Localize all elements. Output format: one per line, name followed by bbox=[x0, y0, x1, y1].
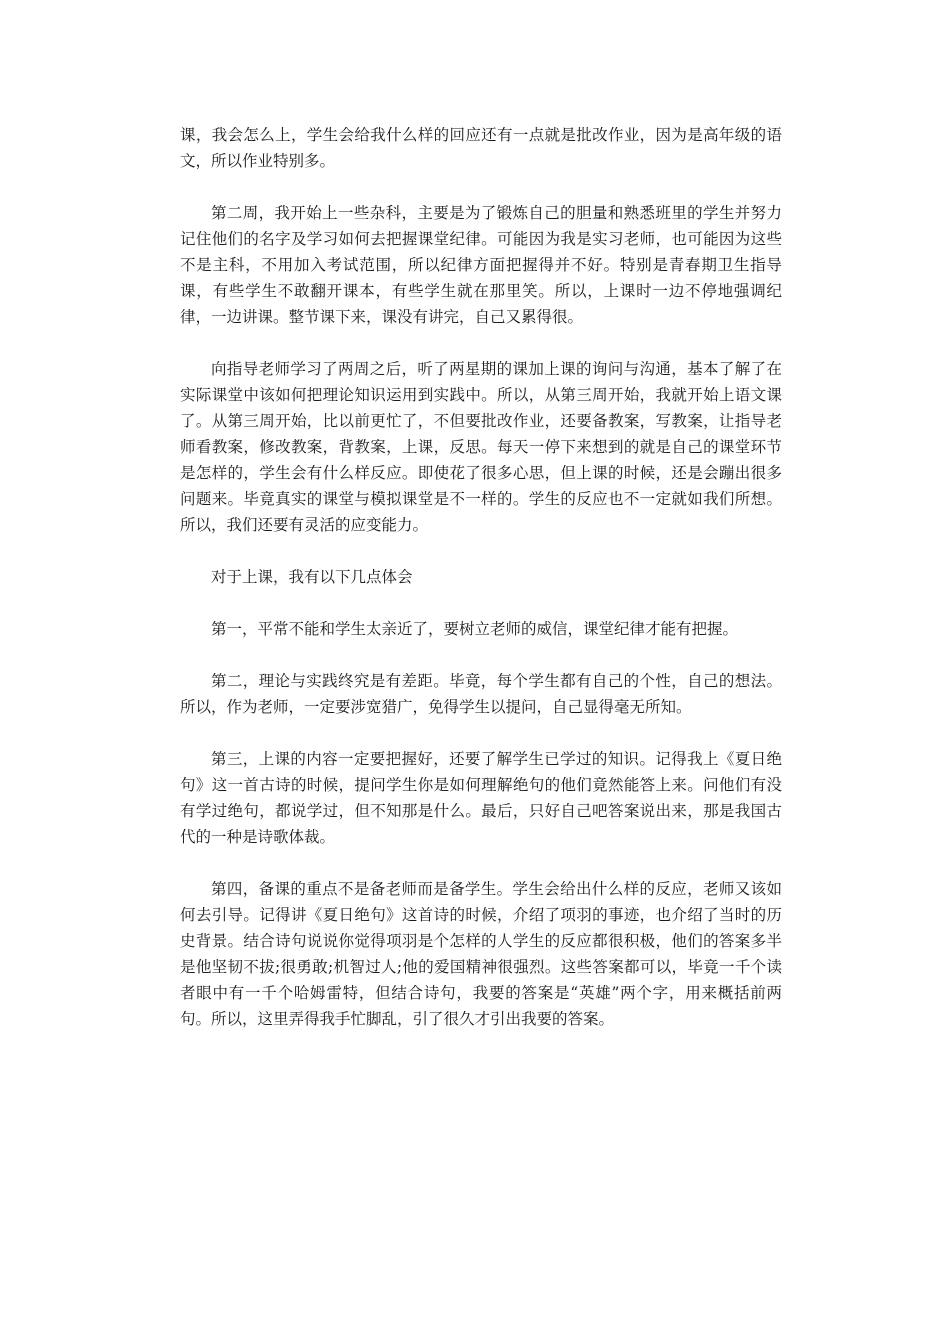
paragraph-point-three: 第三，上课的内容一定要把握好，还要了解学生已学过的知识。记得我上《夏日绝句》这一首古诗的时候，提问学生你是如何理解绝句的他们竟然能答上来。问他们有没有学过绝句，都说学过，但不知那是什么。最后，只好自己吧答案说出来，那是我国古代的一种是诗歌体裁。 bbox=[180, 750, 782, 846]
paragraph-point-one: 第一，平常不能和学生太亲近了，要树立老师的威信，课堂纪律才能有把握。 bbox=[211, 620, 739, 638]
paragraph-reflection-intro: 对于上课，我有以下几点体会 bbox=[211, 568, 413, 586]
paragraph-continuation: 课，我会怎么上，学生会给我什么样的回应还有一点就是批改作业，因为是高年级的语文，所以作业特别多。 bbox=[180, 126, 782, 170]
paragraph-week-two: 第二周，我开始上一些杂科，主要是为了锻炼自己的胆量和熟悉班里的学生并努力记住他们的名字及学习如何去把握课堂纪律。可能因为我是实习老师，也可能因为这些不是主科，不用加入考试范围，所以纪律方面把握得并不好。特别是青春期卫生指导课，有些学生不敢翻开课本，有些学生就在那里笑。所以，上课时一边不停地强调纪律，一边讲课。整节课下来，课没有讲完，自己又累得很。 bbox=[180, 204, 782, 326]
document-body bbox=[180, 122, 782, 1058]
paragraph-week-three: 向指导老师学习了两周之后，听了两星期的课加上课的询问与沟通，基本了解了在实际课堂中该如何把理论知识运用到实践中。所以，从第三周开始，我就开始上语文课了。从第三周开始，比以前更忙了，不但要批改作业，还要备教案，写教案，让指导老师看教案，修改教案，背教案，上课，反思。每天一停下来想到的就是自己的课堂环节是怎样的，学生会有什么样反应。即使花了很多心思，但上课的时候，还是会蹦出很多问题来。毕竟真实的课堂与模拟课堂是不一样的。学生的反应也不一定就如我们所想。所以，我们还要有灵活的应变能力。 bbox=[180, 360, 782, 534]
paragraph-point-four: 第四，备课的重点不是备老师而是备学生。学生会给出什么样的反应，老师又该如何去引导。记得讲《夏日绝句》这首诗的时候，介绍了项羽的事迹，也介绍了当时的历史背景。结合诗句说说你觉得项羽是个怎样的人学生的反应都很积极，他们的答案多半是他坚韧不拔;很勇敢;机智过人;他的爱国精神很强烈。这些答案都可以，毕竟一千个读者眼中有一千个哈姆雷特，但结合诗句，我要的答案是“英雄”两个字，用来概括前两句。所以，这里弄得我手忙脚乱，引了很久才引出我要的答案。 bbox=[180, 880, 782, 1028]
paragraph-point-two: 第二，理论与实践终究是有差距。毕竟，每个学生都有自己的个性，自己的想法。所以，作为老师，一定要涉宽猎广，免得学生以提问，自己显得毫无所知。 bbox=[180, 672, 782, 716]
